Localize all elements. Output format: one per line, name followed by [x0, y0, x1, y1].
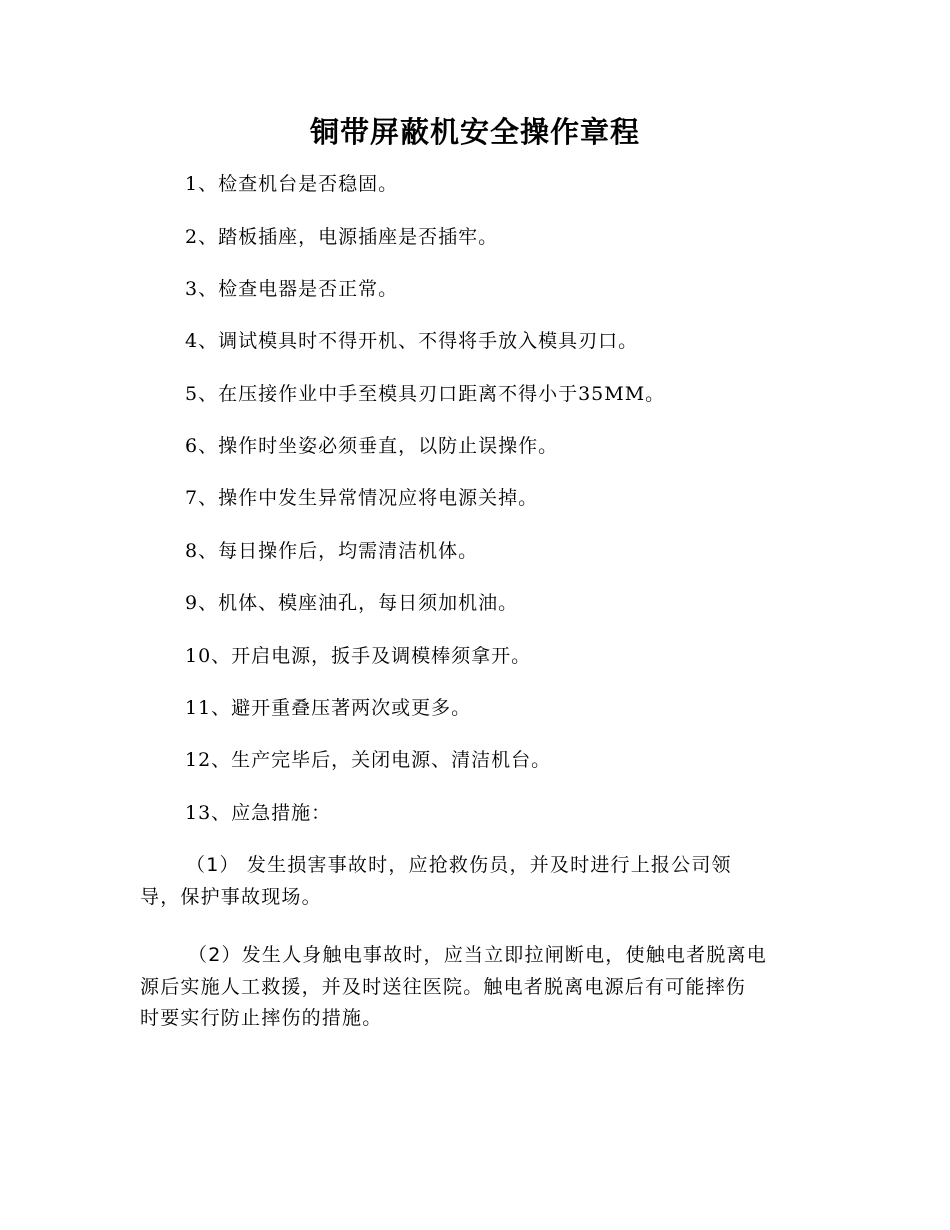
rule-item-12: 12、生产完毕后，关闭电源、清洁机台。	[185, 749, 552, 771]
rule-item-5: 5、在压接作业中手至模具刃口距离不得小于35MM。	[185, 383, 666, 405]
emergency-measure-2-line-1: （2）发生人身触电事故时，应当立即拉闸断电，使触电者脱离电	[188, 944, 767, 966]
emergency-measure-2-line-3: 时要实行防止摔伤的措施。	[140, 1007, 383, 1029]
rule-item-4: 4、调试模具时不得开机、不得将手放入模具刃口。	[185, 330, 639, 352]
rule-item-9: 9、机体、模座油孔，每日须加机油。	[185, 592, 519, 614]
emergency-measure-2	[140, 940, 830, 1035]
emergency-measure-2-line-2: 源后实施人工救援，并及时送往医院。触电者脱离电源后有可能摔伤	[140, 975, 747, 998]
rule-item-13: 13、应急措施：	[185, 802, 332, 824]
rule-item-3: 3、检查电器是否正常。	[185, 278, 399, 300]
rule-item-8: 8、每日操作后，均需清洁机体。	[185, 540, 479, 562]
document-title: 铜带屏蔽机安全操作章程	[309, 115, 640, 149]
emergency-measure-1-line-1: （1） 发生损害事故时，应抢救伤员，并及时进行上报公司领	[186, 854, 732, 876]
emergency-measure-1	[140, 850, 830, 913]
rule-item-10: 10、开启电源，扳手及调模棒须拿开。	[185, 645, 532, 667]
rule-item-1: 1、检查机台是否稳固。	[185, 173, 399, 195]
emergency-measure-1-line-2: 导，保护事故现场。	[140, 885, 322, 908]
rule-item-7: 7、操作中发生异常情况应将电源关掉。	[185, 487, 539, 509]
rule-item-2: 2、踏板插座，电源插座是否插牢。	[185, 226, 499, 248]
rule-item-6: 6、操作时坐姿必须垂直，以防止误操作。	[185, 435, 559, 457]
rule-item-11: 11、避开重叠压著两次或更多。	[185, 697, 472, 719]
